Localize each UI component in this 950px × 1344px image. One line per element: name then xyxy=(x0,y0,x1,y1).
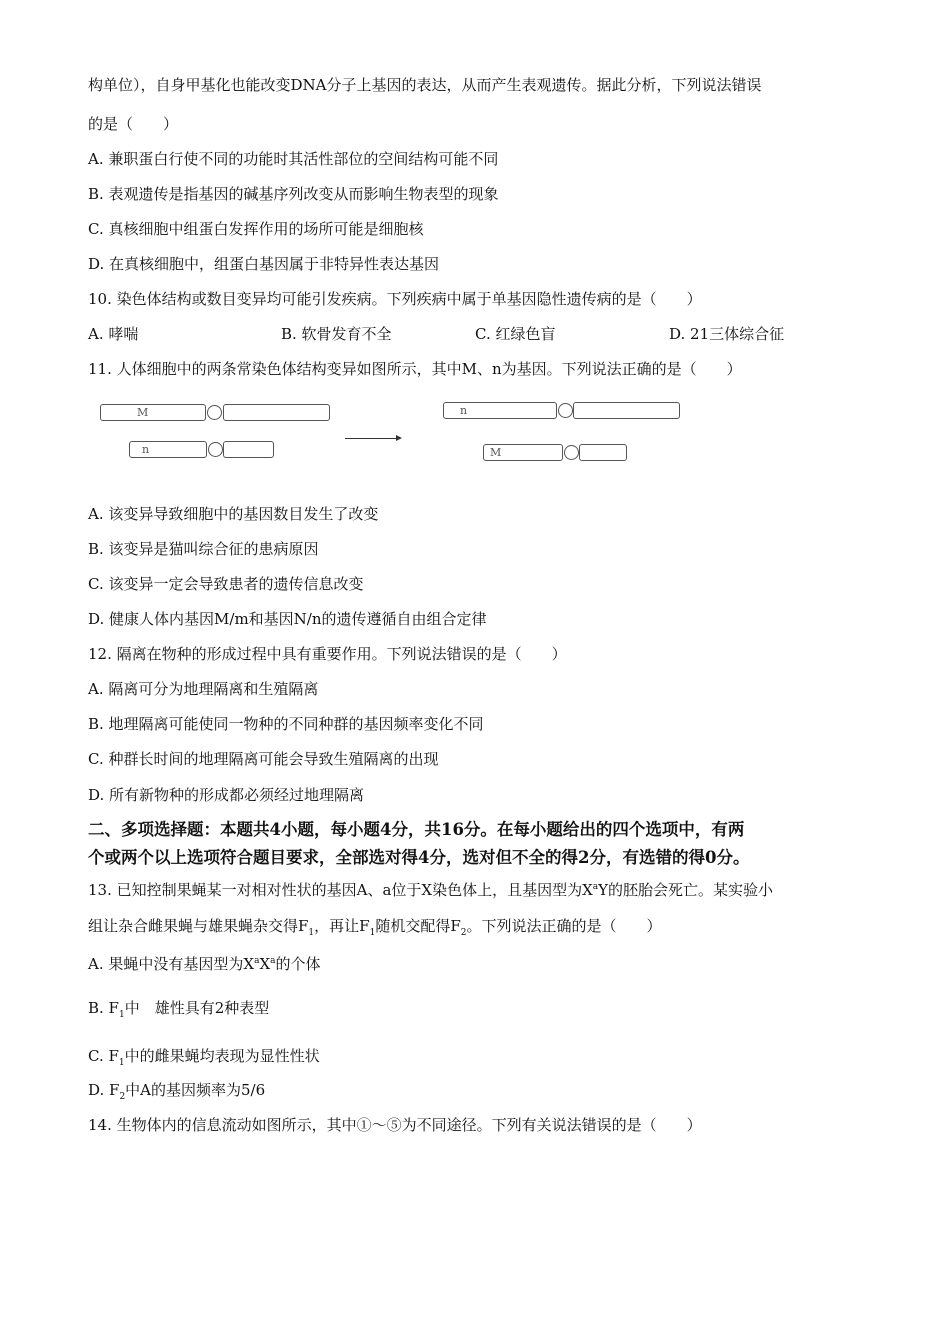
chromosome-arm xyxy=(579,444,627,461)
q11-option-b: B. 该变异是猫叫综合征的患病原因 xyxy=(88,540,319,558)
chromosome-before-top-left-arm xyxy=(100,404,206,421)
centromere xyxy=(564,445,579,460)
subscript: 1 xyxy=(118,1010,125,1020)
chromosome-arm xyxy=(223,404,330,421)
gene-label: M xyxy=(490,446,502,459)
chromosome-after-top-left-arm xyxy=(443,402,557,419)
centromere xyxy=(558,403,573,418)
subscript: 2 xyxy=(460,928,467,938)
text: C. F xyxy=(88,1047,119,1065)
q12-option-d: D. 所有新物种的形成都必须经过地理隔离 xyxy=(88,786,365,804)
q10-option-d: D. 21三体综合征 xyxy=(669,325,785,343)
q12-stem: 12. 隔离在物种的形成过程中具有重要作用。下列说法错误的是（ ） xyxy=(88,645,567,663)
chromosome-arm xyxy=(223,441,274,458)
q11-option-d: D. 健康人体内基因M/m和基因N/n的遗传遵循自由组合定律 xyxy=(88,610,487,628)
text: A. 果蝇中没有基因型为X xyxy=(88,955,255,973)
q9-stem-line1: 构单位），自身甲基化也能改变DNA分子上基因的表达，从而产生表观遗传。据此分析，下列说法错误 xyxy=(88,76,762,94)
q10-stem: 10. 染色体结构或数目变异均可能引发疾病。下列疾病中属于单基因隐性遗传病的是（ ） xyxy=(88,290,702,308)
q9-option-c: C. 真核细胞中组蛋白发挥作用的场所可能是细胞核 xyxy=(88,220,424,238)
q12-option-a: A. 隔离可分为地理隔离和生殖隔离 xyxy=(88,680,319,698)
text: 随机交配得F xyxy=(375,917,461,935)
centromere xyxy=(208,442,223,457)
text: ，再让F xyxy=(314,917,370,935)
q10-option-b: B. 软骨发育不全 xyxy=(281,325,392,343)
q12-option-c: C. 种群长时间的地理隔离可能会导致生殖隔离的出现 xyxy=(88,750,439,768)
text: 组让杂合雌果蝇与雄果蝇杂交得F xyxy=(88,917,309,935)
q13-option-b xyxy=(88,998,269,1025)
q13-stem-line2 xyxy=(88,916,661,943)
superscript: a xyxy=(592,882,599,892)
centromere xyxy=(207,405,222,420)
q9-option-b: B. 表观遗传是指基因的碱基序列改变从而影响生物表型的现象 xyxy=(88,185,499,203)
text: 的个体 xyxy=(275,955,321,973)
section2-heading-line1: 二、多项选择题：本题共4小题，每小题4分，共16分。在每小题给出的四个选项中，有两 xyxy=(88,820,745,839)
q14-stem: 14. 生物体内的信息流动如图所示，其中①～⑤为不同途径。下列有关说法错误的是（ ） xyxy=(88,1116,702,1134)
text: Y的胚胎会死亡。某实验小 xyxy=(598,881,774,899)
text: 13. 已知控制果蝇某一对相对性状的基因A、a位于X染色体上，且基因型为X xyxy=(88,881,593,899)
chromosome-before-bottom-left-arm xyxy=(129,441,207,458)
arrow-icon xyxy=(345,438,400,439)
subscript: 1 xyxy=(308,928,315,938)
q11-option-a: A. 该变异导致细胞中的基因数目发生了改变 xyxy=(88,505,379,523)
text: 中A的基因频率为5/6 xyxy=(125,1081,266,1099)
text: 中的雌果蝇均表现为显性性状 xyxy=(124,1047,320,1065)
q12-option-b: B. 地理隔离可能使同一物种的不同种群的基因频率变化不同 xyxy=(88,715,484,733)
q10-option-c: C. 红绿色盲 xyxy=(475,325,556,343)
subscript: 1 xyxy=(369,928,376,938)
gene-label: n xyxy=(460,404,468,417)
q11-stem: 11. 人体细胞中的两条常染色体结构变异如图所示，其中M、n为基因。下列说法正确的是（ ） xyxy=(88,360,742,378)
q13-stem-line1 xyxy=(88,877,773,900)
subscript: 1 xyxy=(118,1058,125,1068)
q9-option-d: D. 在真核细胞中，组蛋白基因属于非特异性表达基因 xyxy=(88,255,440,273)
q11-option-c: C. 该变异一定会导致患者的遗传信息改变 xyxy=(88,575,364,593)
q10-option-a: A. 哮喘 xyxy=(88,325,139,343)
text: 中 雄性具有2种表型 xyxy=(124,999,270,1017)
gene-label: n xyxy=(142,443,150,456)
text: D. F xyxy=(88,1081,120,1099)
q13-option-d xyxy=(88,1080,265,1107)
chromosome-after-bottom-left-arm xyxy=(483,444,563,461)
gene-label: M xyxy=(137,406,149,419)
text: 。下列说法正确的是（ ） xyxy=(466,917,662,935)
superscript: a xyxy=(254,956,260,966)
q9-stem-line2: 的是（ ） xyxy=(88,115,179,133)
text: X xyxy=(259,955,271,973)
section2-heading-line2: 个或两个以上选项符合题目要求，全部选对得4分，选对但不全的得2分，有选错的得0分。 xyxy=(88,848,750,867)
text: B. F xyxy=(88,999,119,1017)
superscript: a xyxy=(270,956,276,966)
subscript: 2 xyxy=(119,1092,126,1102)
chromosome-arm xyxy=(573,402,680,419)
q9-option-a: A. 兼职蛋白行使不同的功能时其活性部位的空间结构可能不同 xyxy=(88,150,499,168)
q13-option-c xyxy=(88,1046,320,1073)
q13-option-a xyxy=(88,951,321,974)
